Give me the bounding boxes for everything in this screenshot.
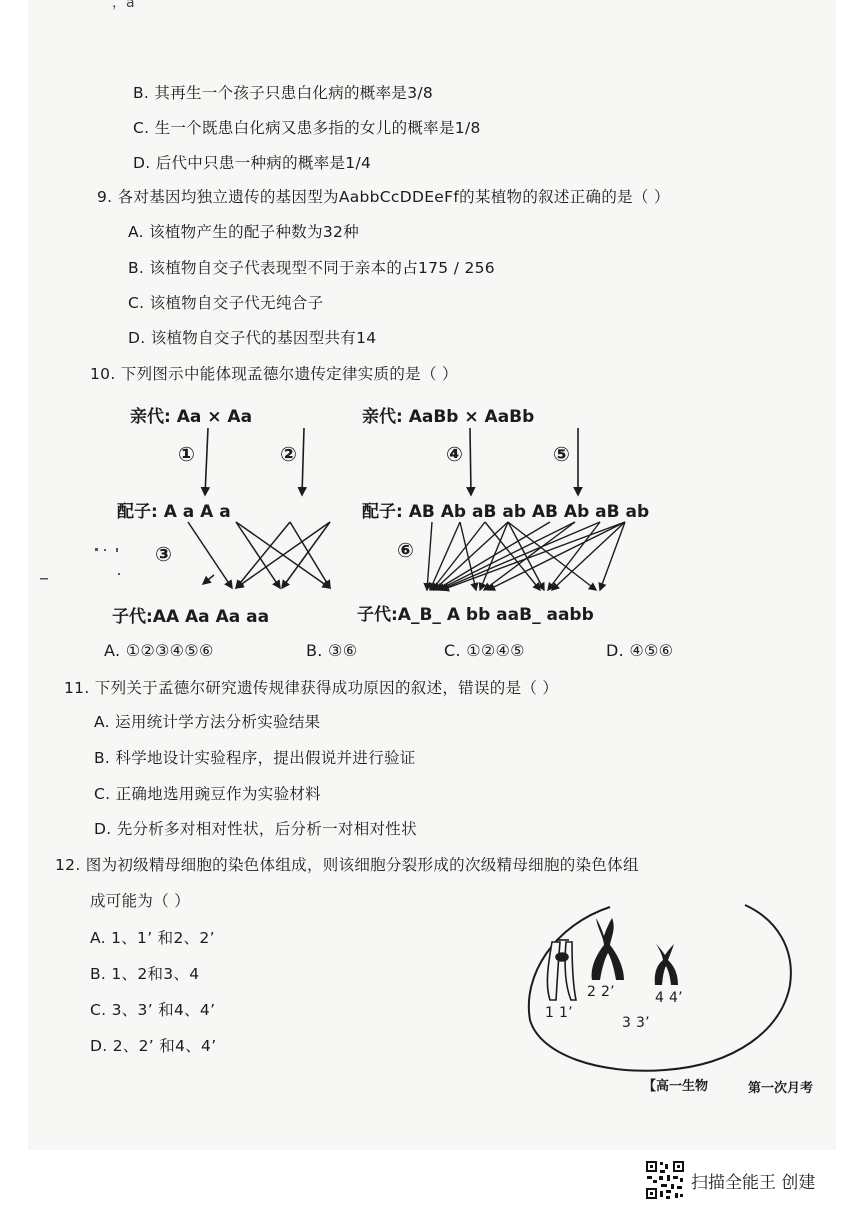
qr-code-icon xyxy=(645,1160,685,1200)
circle-1: ① xyxy=(178,442,195,466)
q11-option-d: D. 先分析多对相对性状，后分析一对相对性状 xyxy=(94,820,417,838)
circle-4: ④ xyxy=(446,442,463,466)
left-gametes: 配子: A a A a xyxy=(117,502,231,522)
q8-option-d: D. 后代中只患一种病的概率是1/4 xyxy=(133,154,372,172)
q10-option-c: C. ①②④⑤ xyxy=(444,641,525,660)
q10-option-a: A. ①②③④⑤⑥ xyxy=(104,641,214,660)
q10-option-b: B. ③⑥ xyxy=(306,641,358,660)
q11-option-b: B. 科学地设计实验程序，提出假说并进行验证 xyxy=(94,749,416,767)
q9-option-b: B. 该植物自交子代表现型不同于亲本的占175 / 256 xyxy=(128,259,495,277)
q9-option-c: C. 该植物自交子代无纯合子 xyxy=(128,294,324,312)
q12-stem-line2: 成可能为（ ） xyxy=(90,892,191,910)
q9-option-a: A. 该植物产生的配子种数为32种 xyxy=(128,223,360,241)
q12-option-c: C. 3、3’ 和4、4’ xyxy=(90,1001,216,1019)
label-pair-2: 2 2’ xyxy=(587,984,615,1000)
right-parent-label: 亲代: AaBb × AaBb xyxy=(362,407,535,427)
label-pair-1: 1 1’ xyxy=(545,1005,573,1021)
left-parent-label: 亲代: Aa × Aa xyxy=(130,407,253,427)
q11-option-a: A. 运用统计学方法分析实验结果 xyxy=(94,713,321,731)
chromosome-1-pair xyxy=(547,940,576,1000)
label-pair-4: 4 4’ xyxy=(655,990,683,1006)
q12-stem-line1: 12. 图为初级精母细胞的染色体组成，则该细胞分裂形成的次级精母细胞的染色体组 xyxy=(55,856,639,874)
q10-option-d: D. ④⑤⑥ xyxy=(606,641,674,660)
chromosome-2-pair xyxy=(592,918,624,980)
circle-3: ③ xyxy=(155,542,172,566)
q11-stem: 11. 下列关于孟德尔研究遗传规律获得成功原因的叙述，错误的是（ ） xyxy=(64,679,559,697)
q12-option-a: A. 1、1’ 和2、2’ xyxy=(90,929,215,947)
q9-option-d: D. 该植物自交子代的基因型共有14 xyxy=(128,329,377,347)
q8-option-b: B. 其再生一个孩子只患白化病的概率是3/8 xyxy=(133,84,434,102)
label-pair-3: 3 3’ xyxy=(622,1015,650,1031)
right-gametes: 配子: AB Ab aB ab AB Ab aB ab xyxy=(362,502,650,522)
scanner-watermark xyxy=(645,1160,815,1200)
q12-option-d: D. 2、2’ 和4、4’ xyxy=(90,1037,217,1055)
circle-2: ② xyxy=(280,442,297,466)
top-mark: ，a xyxy=(112,0,135,11)
circle-5: ⑤ xyxy=(553,442,570,466)
right-offspring: 子代:A_B_ A bb aaB_ aabb xyxy=(357,605,594,625)
watermark-text: 扫描全能王 创建 xyxy=(691,1172,816,1193)
q11-option-c: C. 正确地选用豌豆作为实验材料 xyxy=(94,785,321,803)
q12-option-b: B. 1、2和3、4 xyxy=(90,965,200,983)
footer-exam: 第一次月考 xyxy=(748,1081,814,1096)
chromosome-4-pair xyxy=(655,944,678,985)
q8-option-c: C. 生一个既患白化病又患多指的女儿的概率是1/8 xyxy=(133,119,481,137)
circle-6: ⑥ xyxy=(397,538,414,562)
q10-stem: 10. 下列图示中能体现孟德尔遗传定律实质的是（ ） xyxy=(90,365,458,383)
left-offspring: 子代:AA Aa Aa aa xyxy=(112,607,270,627)
footer-subject: 【高一生物 xyxy=(643,1079,709,1094)
q9-stem: 9. 各对基因均独立遗传的基因型为AabbCcDDEeFf的某植物的叙述正确的是（ ） xyxy=(97,188,670,206)
